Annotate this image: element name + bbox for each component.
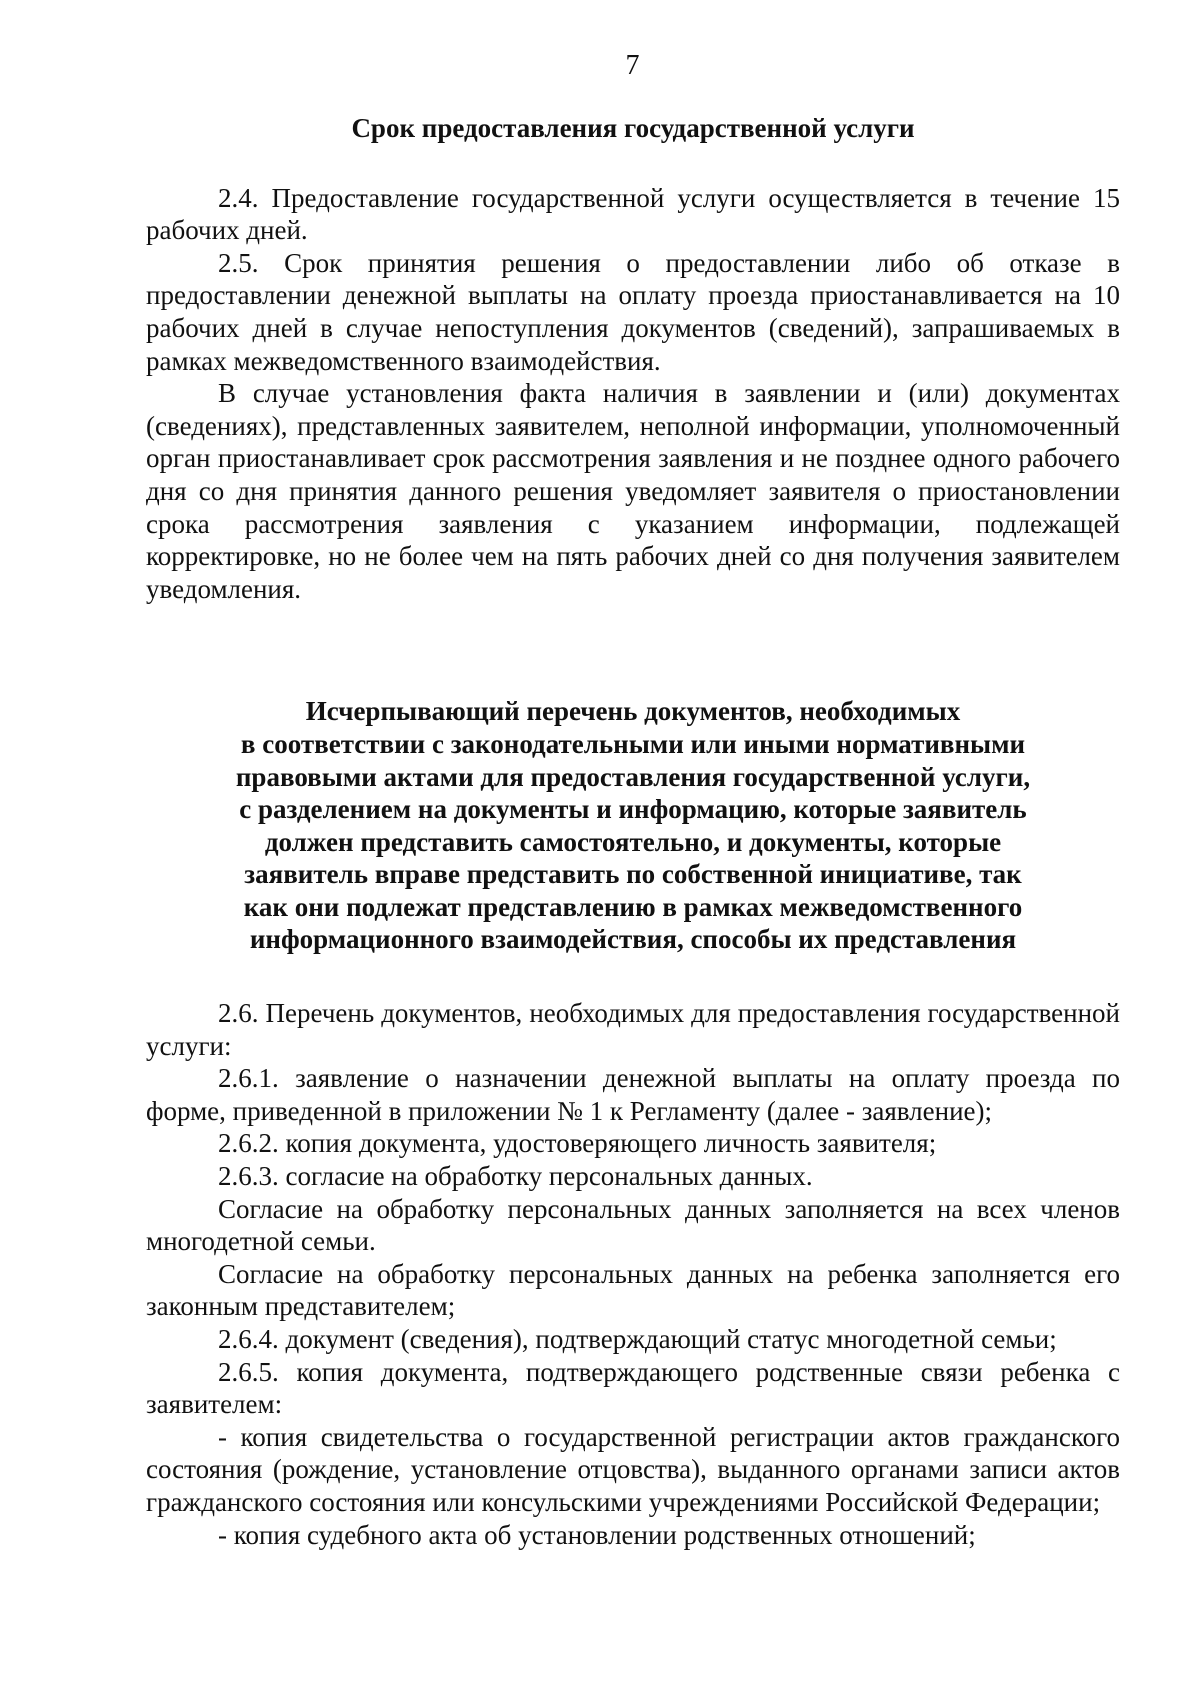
paragraph-2-6-3: 2.6.3. согласие на обработку персональных данных. [218, 1161, 813, 1192]
paragraph-consent-members: Согласие на обработку персональных данных заполняется на всех членов многодетной семьи. [146, 1193, 1120, 1257]
paragraph-2-6-5: 2.6.5. копия документа, подтверждающего родственные связи ребенка с заявителем: [146, 1356, 1120, 1420]
section-heading-documents [146, 695, 1120, 956]
heading-line: в соответствии с законодательными или иными нормативными [240, 728, 1026, 759]
paragraph-2-6-1: 2.6.1. заявление о назначении денежной выплаты на оплату проезда по форме, приведенной в приложении № 1 к Регламенту (далее - заявление); [146, 1063, 1120, 1126]
heading-line: с разделением на документы и информацию, которые заявитель [239, 794, 1027, 825]
paragraph-2-6-2: 2.6.2. копия документа, удостоверяющего личность заявителя; [218, 1128, 937, 1159]
section-term-body [146, 182, 1120, 606]
page-number: 7 [625, 50, 640, 81]
section-documents-body [146, 997, 1120, 1551]
paragraph-suspension: В случае установления факта наличия в заявлении и (или) документах (сведениях), представленных заявителем, неполной информации, уполномоченный орган приостанавливает срок рассмотрения заявления и не позднее одного рабочего дня со дня принятия данного решения уведомляет заявителя о приостановлении срока рассмотрения заявления с указанием информации, подлежащей корректировке, но не более чем на пять рабочих дней со дня получения заявителем уведомления. [146, 378, 1120, 604]
paragraph-2-4: 2.4. Предоставление государственной услуги осуществляется в течение 15 рабочих дней. [146, 182, 1120, 246]
heading-line: заявитель вправе представить по собственной инициативе, так [244, 859, 1022, 890]
heading-line: должен представить самостоятельно, и документы, которые [264, 826, 1002, 857]
list-item-court-act: - копия судебного акта об установлении родственных отношений; [218, 1519, 976, 1550]
heading-line: информационного взаимодействия, способы их представления [249, 924, 1017, 955]
paragraph-consent-child: Согласие на обработку персональных данных на ребенка заполняется его законным представителем; [146, 1258, 1120, 1322]
paragraph-2-6: 2.6. Перечень документов, необходимых для предоставления государственной услуги: [146, 998, 1120, 1061]
list-item-birth-certificate: - копия свидетельства о государственной регистрации актов гражданского состояния (рождение, установление отцовства), выданного органами записи актов гражданского состояния или консульскими учреждениями Российской Федерации; [146, 1421, 1120, 1517]
heading-line: Исчерпывающий перечень документов, необходимых [305, 696, 961, 727]
heading-line: как они подлежат представлению в рамках межведомственного [243, 891, 1023, 922]
paragraph-2-5: 2.5. Срок принятия решения о предоставлении либо об отказе в предоставлении денежной выплаты на оплату проезда приостанавливается на 10 рабочих дней в случае непоступления документов (сведений), запрашиваемых в рамках межведомственного взаимодействия. [146, 247, 1120, 376]
page-content [146, 112, 1120, 1551]
heading-line: правовыми актами для предоставления государственной услуги, [235, 761, 1031, 792]
paragraph-2-6-4: 2.6.4. документ (сведения), подтверждающий статус многодетной семьи; [218, 1324, 1057, 1354]
section-heading-term: Срок предоставления государственной услуги [351, 113, 915, 143]
